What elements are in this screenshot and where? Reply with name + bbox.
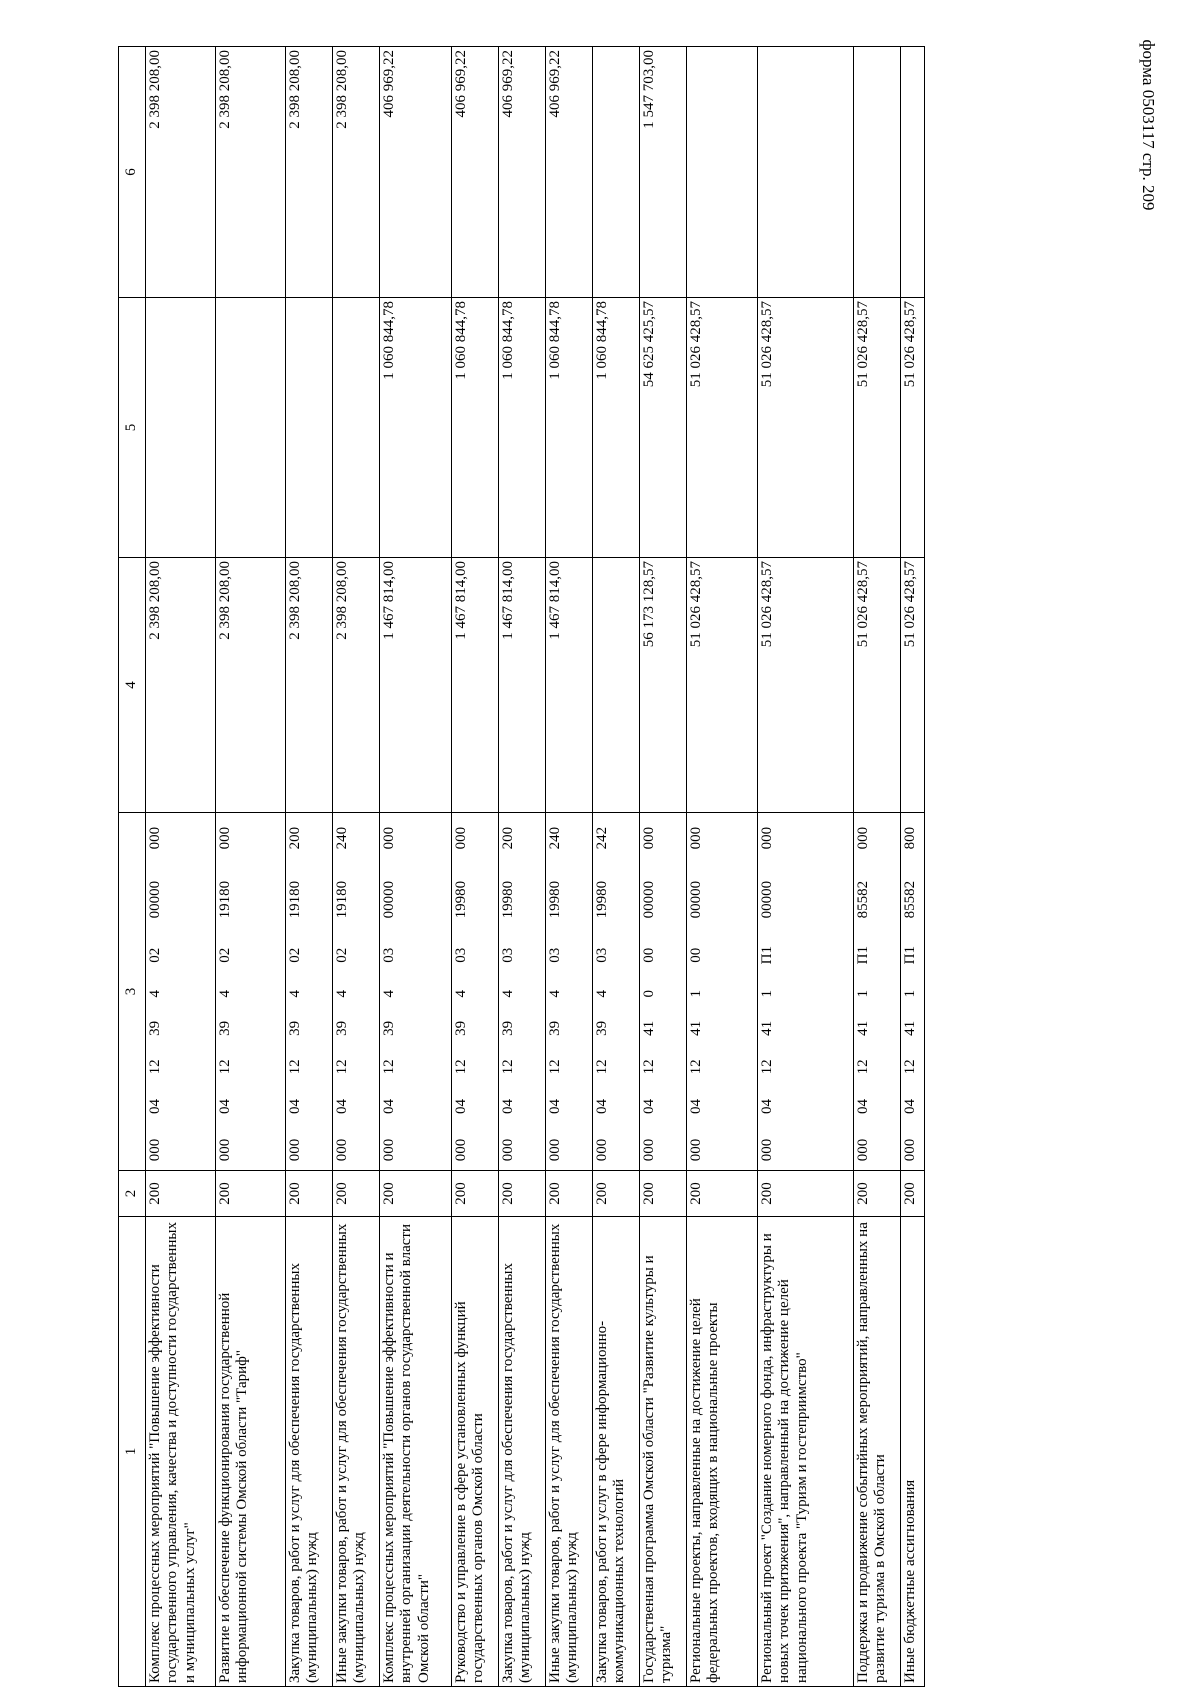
code-segment: 12 [855,1059,871,1075]
row-name: Руководство и управление в сфере установленных функций государственных органов Омской области [452,1217,499,1687]
code-segment: П1 [855,946,871,965]
executed-amount: 51 026 428,57 [901,298,925,558]
code-segment: 39 [547,1020,563,1036]
code-segment: 00000 [641,880,657,919]
line-code: 200 [687,1171,758,1217]
column-header: 4 [119,558,146,813]
row-name: Закупка товаров, работ и услуг для обеспечения государственных (муниципальных) нужд [499,1217,546,1687]
code-segment: 04 [759,1098,775,1114]
row-name: Иные бюджетные ассигнования [901,1217,925,1687]
row-name: Закупка товаров, работ и услуг для обеспечения государственных (муниципальных) нужд [286,1217,333,1687]
approved-amount: 1 467 814,00 [452,558,499,813]
code-segment: 4 [381,990,397,998]
code-segment: 4 [500,990,516,998]
table-row [546,47,593,1687]
code-segment: 12 [147,1059,163,1075]
approved-amount: 2 398 208,00 [146,558,216,813]
code-segment: 000 [641,826,657,850]
line-code: 200 [216,1171,286,1217]
executed-amount: 1 060 844,78 [380,298,452,558]
code-segment: 03 [453,947,469,963]
code-segment: 000 [855,1138,871,1162]
table-row [640,47,687,1687]
code-segment: 12 [759,1059,775,1075]
code-segment: 41 [855,1020,871,1036]
budget-classification-code [758,813,854,1171]
executed-amount: 1 060 844,78 [546,298,593,558]
column-header: 6 [119,47,146,298]
code-segment: 03 [594,947,610,963]
code-segment: 0 [641,990,657,998]
code-segment: 000 [759,826,775,850]
code-segment: 1 [902,990,918,998]
executed-amount: 51 026 428,57 [687,298,758,558]
code-segment: 04 [902,1098,918,1114]
code-segment: 19980 [453,880,469,919]
unexecuted-amount: 406 969,22 [380,47,452,298]
line-code: 200 [452,1171,499,1217]
row-name: Региональный проект "Создание номерного фонда, инфраструктуры и новых точек притяжения", направленный на достижение целей национального проекта "Туризм и гостеприимство" [758,1217,854,1687]
line-code: 200 [380,1171,452,1217]
code-segment: 4 [334,990,350,998]
column-header: 2 [119,1171,146,1217]
line-code: 200 [333,1171,380,1217]
approved-amount: 51 026 428,57 [854,558,901,813]
code-segment: 03 [381,947,397,963]
code-segment: 4 [147,990,163,998]
unexecuted-amount [593,47,640,298]
code-segment: 000 [547,1138,563,1162]
code-segment: 000 [500,1138,516,1162]
line-code: 200 [546,1171,593,1217]
table-row [758,47,854,1687]
code-segment: 12 [688,1059,704,1075]
unexecuted-amount: 1 547 703,00 [640,47,687,298]
code-segment: 1 [688,990,704,998]
executed-amount: 51 026 428,57 [758,298,854,558]
executed-amount: 51 026 428,57 [854,298,901,558]
budget-classification-code [499,813,546,1171]
code-segment: 000 [759,1138,775,1162]
column-header: 3 [119,813,146,1171]
code-segment: 41 [902,1020,918,1036]
row-name: Государственная программа Омской области "Развитие культуры и туризма" [640,1217,687,1687]
code-segment: 00 [688,947,704,963]
code-segment: 12 [902,1059,918,1075]
unexecuted-amount: 2 398 208,00 [286,47,333,298]
code-segment: 19980 [547,880,563,919]
row-name: Развитие и обеспечение функционирования государственной информационной системы Омской области "Тариф" [216,1217,286,1687]
code-segment: 39 [594,1020,610,1036]
code-segment: 12 [547,1059,563,1075]
code-segment: 39 [334,1020,350,1036]
table-row [687,47,758,1687]
row-name: Комплекс процессных мероприятий "Повышение эффективности государственного управления, качества и доступности государственных и муниципальных услуг" [146,1217,216,1687]
budget-classification-code [452,813,499,1171]
budget-classification-code [687,813,758,1171]
executed-amount: 54 625 425,57 [640,298,687,558]
code-segment: 02 [334,947,350,963]
row-name: Иные закупки товаров, работ и услуг для обеспечения государственных (муниципальных) нужд [546,1217,593,1687]
column-number-row [119,47,146,1687]
code-segment: 1 [759,990,775,998]
code-segment: 02 [147,947,163,963]
approved-amount: 2 398 208,00 [216,558,286,813]
approved-amount: 1 467 814,00 [546,558,593,813]
code-segment: 02 [287,947,303,963]
code-segment: 12 [381,1059,397,1075]
approved-amount: 2 398 208,00 [333,558,380,813]
code-segment: 04 [147,1098,163,1114]
code-segment: 000 [217,826,233,850]
approved-amount: 56 173 128,57 [640,558,687,813]
code-segment: 800 [902,826,918,850]
code-segment: 04 [641,1098,657,1114]
code-segment: 12 [287,1059,303,1075]
code-segment: 4 [453,990,469,998]
code-segment: 000 [453,1138,469,1162]
table-row [333,47,380,1687]
code-segment: 000 [287,1138,303,1162]
line-code: 200 [286,1171,333,1217]
code-segment: 12 [641,1059,657,1075]
table-row [286,47,333,1687]
table-row [452,47,499,1687]
code-segment: 000 [902,1138,918,1162]
approved-amount: 2 398 208,00 [286,558,333,813]
unexecuted-amount: 2 398 208,00 [146,47,216,298]
code-segment: 000 [453,826,469,850]
unexecuted-amount [687,47,758,298]
code-segment: 240 [547,826,563,850]
unexecuted-amount: 406 969,22 [546,47,593,298]
code-segment: 12 [500,1059,516,1075]
code-segment: 39 [147,1020,163,1036]
code-segment: 04 [855,1098,871,1114]
line-code: 200 [640,1171,687,1217]
budget-classification-code [216,813,286,1171]
code-segment: 39 [217,1020,233,1036]
code-segment: 000 [147,1138,163,1162]
executed-amount [286,298,333,558]
budget-classification-code [146,813,216,1171]
code-segment: 04 [453,1098,469,1114]
code-segment: 000 [381,826,397,850]
line-code: 200 [593,1171,640,1217]
code-segment: 19180 [287,880,303,919]
line-code: 200 [146,1171,216,1217]
code-segment: 12 [453,1059,469,1075]
code-segment: 04 [500,1098,516,1114]
code-segment: 04 [287,1098,303,1114]
code-segment: 04 [594,1098,610,1114]
code-segment: 4 [217,990,233,998]
code-segment: 00000 [147,880,163,919]
budget-classification-code [640,813,687,1171]
line-code: 200 [854,1171,901,1217]
unexecuted-amount [901,47,925,298]
code-segment: 19980 [500,880,516,919]
unexecuted-amount: 2 398 208,00 [216,47,286,298]
code-segment: 41 [759,1020,775,1036]
code-segment: 03 [547,947,563,963]
table-row [593,47,640,1687]
code-segment: 41 [688,1020,704,1036]
code-segment: П1 [902,946,918,965]
budget-classification-code [380,813,452,1171]
code-segment: 04 [381,1098,397,1114]
unexecuted-amount: 406 969,22 [452,47,499,298]
approved-amount: 1 467 814,00 [499,558,546,813]
code-segment: 39 [500,1020,516,1036]
unexecuted-amount [758,47,854,298]
code-segment: 02 [217,947,233,963]
code-segment: 000 [688,1138,704,1162]
row-name: Комплекс процессных мероприятий "Повышение эффективности и внутренней организации деятельности органов государственной власти Омской области" [380,1217,452,1687]
code-segment: 00000 [759,880,775,919]
executed-amount: 1 060 844,78 [499,298,546,558]
line-code: 200 [758,1171,854,1217]
code-segment: 000 [594,1138,610,1162]
budget-classification-code [333,813,380,1171]
code-segment: 000 [641,1138,657,1162]
executed-amount [146,298,216,558]
code-segment: 1 [855,990,871,998]
approved-amount: 1 467 814,00 [380,558,452,813]
rotated-table-wrapper [118,47,1040,1687]
code-segment: 242 [594,826,610,850]
budget-classification-code [546,813,593,1171]
budget-classification-code [901,813,925,1171]
code-segment: 41 [641,1020,657,1036]
executed-amount [216,298,286,558]
code-segment: 4 [594,990,610,998]
unexecuted-amount: 406 969,22 [499,47,546,298]
line-code: 200 [901,1171,925,1217]
approved-amount: 51 026 428,57 [687,558,758,813]
approved-amount: 51 026 428,57 [901,558,925,813]
code-segment: 000 [688,826,704,850]
code-segment: 39 [287,1020,303,1036]
code-segment: 39 [381,1020,397,1036]
table-row [901,47,925,1687]
code-segment: 12 [594,1059,610,1075]
code-segment: 19180 [334,880,350,919]
row-name: Иные закупки товаров, работ и услуг для обеспечения государственных (муниципальных) нужд [333,1217,380,1687]
code-segment: 000 [147,826,163,850]
code-segment: 200 [500,826,516,850]
table-row [216,47,286,1687]
code-segment: 04 [688,1098,704,1114]
table-row [380,47,452,1687]
code-segment: П1 [759,946,775,965]
executed-amount: 1 060 844,78 [452,298,499,558]
budget-classification-code [854,813,901,1171]
code-segment: 00 [641,947,657,963]
code-segment: 00000 [381,880,397,919]
table-row [499,47,546,1687]
row-name: Поддержка и продвижение событийных мероприятий, направленных на развитие туризма в Омской области [854,1217,901,1687]
column-header: 1 [119,1217,146,1687]
table-row [854,47,901,1687]
code-segment: 240 [334,826,350,850]
code-segment: 03 [500,947,516,963]
code-segment: 19980 [594,880,610,919]
code-segment: 39 [453,1020,469,1036]
code-segment: 200 [287,826,303,850]
code-segment: 00000 [688,880,704,919]
budget-classification-code [286,813,333,1171]
table-row [146,47,216,1687]
code-segment: 4 [547,990,563,998]
code-segment: 04 [334,1098,350,1114]
budget-table [118,46,925,1687]
executed-amount [333,298,380,558]
code-segment: 000 [855,826,871,850]
row-name: Закупка товаров, работ и услуг в сфере информационно-коммуникационных технологий [593,1217,640,1687]
executed-amount: 1 060 844,78 [593,298,640,558]
code-segment: 04 [217,1098,233,1114]
approved-amount: 51 026 428,57 [758,558,854,813]
row-name: Региональные проекты, направленные на достижение целей федеральных проектов, входящих в национальные проекты [687,1217,758,1687]
code-segment: 19180 [217,880,233,919]
form-page-label: форма 0503117 стр. 209 [1139,39,1158,211]
code-segment: 000 [381,1138,397,1162]
code-segment: 12 [217,1059,233,1075]
code-segment: 000 [334,1138,350,1162]
approved-amount [593,558,640,813]
code-segment: 85582 [902,880,918,919]
column-header: 5 [119,298,146,558]
code-segment: 85582 [855,880,871,919]
code-segment: 12 [334,1059,350,1075]
budget-classification-code [593,813,640,1171]
code-segment: 000 [217,1138,233,1162]
unexecuted-amount [854,47,901,298]
code-segment: 4 [287,990,303,998]
code-segment: 04 [547,1098,563,1114]
line-code: 200 [499,1171,546,1217]
unexecuted-amount: 2 398 208,00 [333,47,380,298]
